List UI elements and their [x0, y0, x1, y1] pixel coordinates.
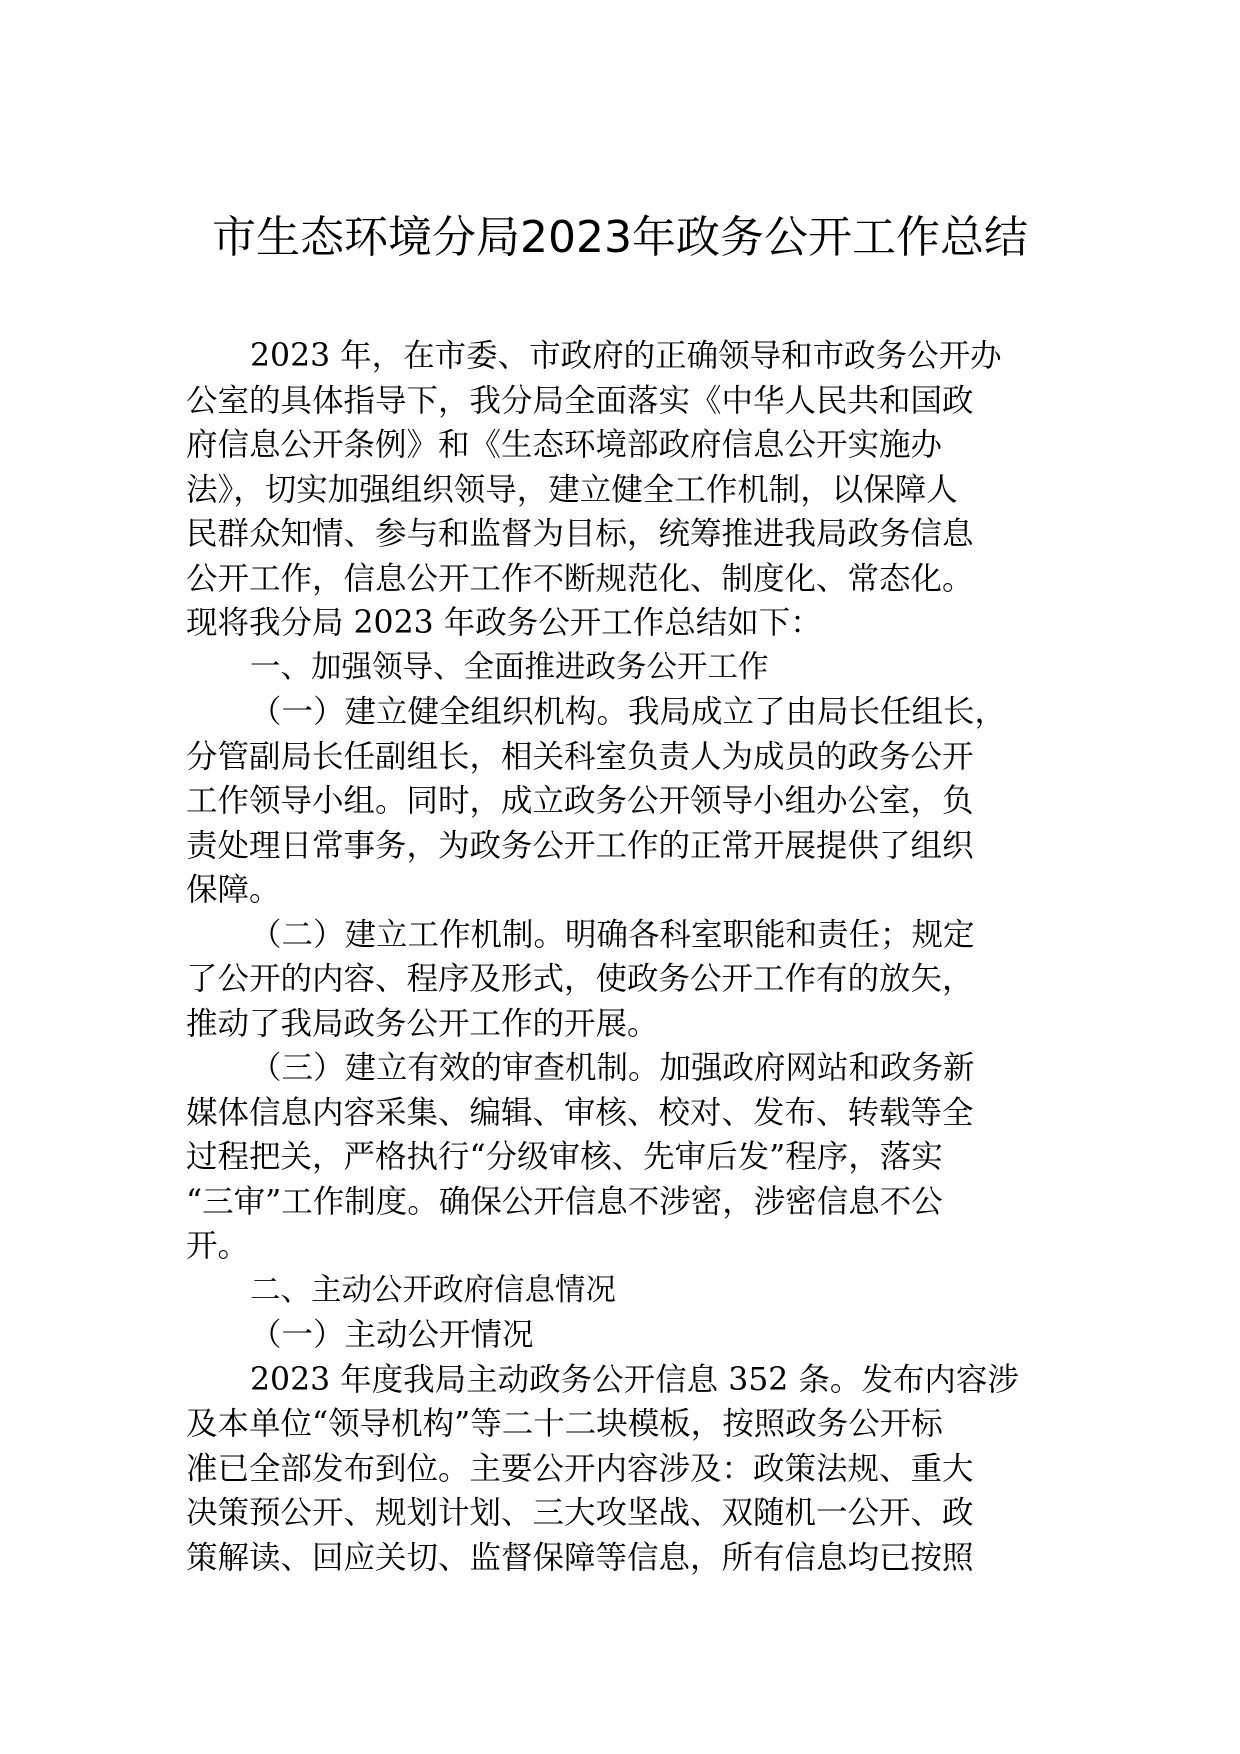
paragraph-line: 及本单位“领导机构”等二十二块模板，按照政务公开标: [186, 1406, 943, 1442]
paragraph-line: 媒体信息内容采集、编辑、审核、校对、发布、转载等全: [186, 1094, 974, 1131]
section-heading: 一、加强领导、全面推进政务公开工作: [250, 649, 769, 685]
document-body: [186, 334, 1056, 1580]
paragraph-line: 责处理日常事务，为政务公开工作的正常开展提供了组织: [186, 827, 974, 864]
paragraph-line: 决策预公开、规划计划、三大攻坚战、双随机一公开、政: [186, 1495, 974, 1531]
subsection-line: （三）建立有效的审查机制。加强政府网站和政务新: [250, 1050, 975, 1086]
subsection-heading: （一）主动公开情况: [250, 1317, 534, 1353]
paragraph-line: 公室的具体指导下，我分局全面落实《中华人民共和国政: [186, 382, 974, 419]
paragraph-line: 工作领导小组。同时，成立政务公开领导小组办公室，负: [186, 783, 974, 819]
paragraph-line: 分管副局长任副组长，相关科室负责人为成员的政务公开: [186, 738, 974, 775]
paragraph-line: 保障。: [186, 872, 281, 908]
paragraph-line: 府信息公开条例》和《生态环境部政府信息公开实施办: [186, 427, 943, 463]
subsection-line: （二）建立工作机制。明确各科室职能和责任；规定: [250, 916, 975, 953]
paragraph-line: 2023 年，在市委、市政府的正确领导和市政务公开办: [250, 338, 1002, 374]
paragraph-line: 过程把关，严格执行“分级审核、先审后发”程序，落实: [186, 1139, 943, 1175]
paragraph-line: 准已全部发布到位。主要公开内容涉及：政策法规、重大: [186, 1450, 974, 1487]
paragraph-line: 了公开的内容、程序及形式，使政务公开工作有的放矢，: [186, 961, 974, 997]
subsection-line: （一）建立健全组织机构。我局成立了由局长任组长，: [250, 694, 1007, 730]
paragraph-line: 现将我分局 2023 年政务公开工作总结如下：: [186, 605, 822, 641]
paragraph-line: 推动了我局政务公开工作的开展。: [186, 1005, 659, 1042]
section-heading: 二、主动公开政府信息情况: [250, 1272, 616, 1308]
paragraph-line: 2023 年度我局主动政务公开信息 352 条。发布内容涉: [250, 1361, 1019, 1398]
paragraph-line: 开。: [186, 1228, 250, 1264]
paragraph-line: 民群众知情、参与和监督为目标，统筹推进我局政务信息: [186, 516, 974, 552]
paragraph-line: 策解读、回应关切、监督保障等信息，所有信息均已按照: [186, 1539, 974, 1576]
paragraph-line: 法》，切实加强组织领导，建立健全工作机制，以保障人: [186, 471, 958, 508]
paragraph-line: “三审”工作制度。确保公开信息不涉密，涉密信息不公: [186, 1183, 943, 1220]
paragraph-line: 公开工作，信息公开工作不断规范化、制度化、常态化。: [186, 560, 974, 597]
document-title: 市生态环境分局2023年政务公开工作总结: [212, 212, 1028, 263]
